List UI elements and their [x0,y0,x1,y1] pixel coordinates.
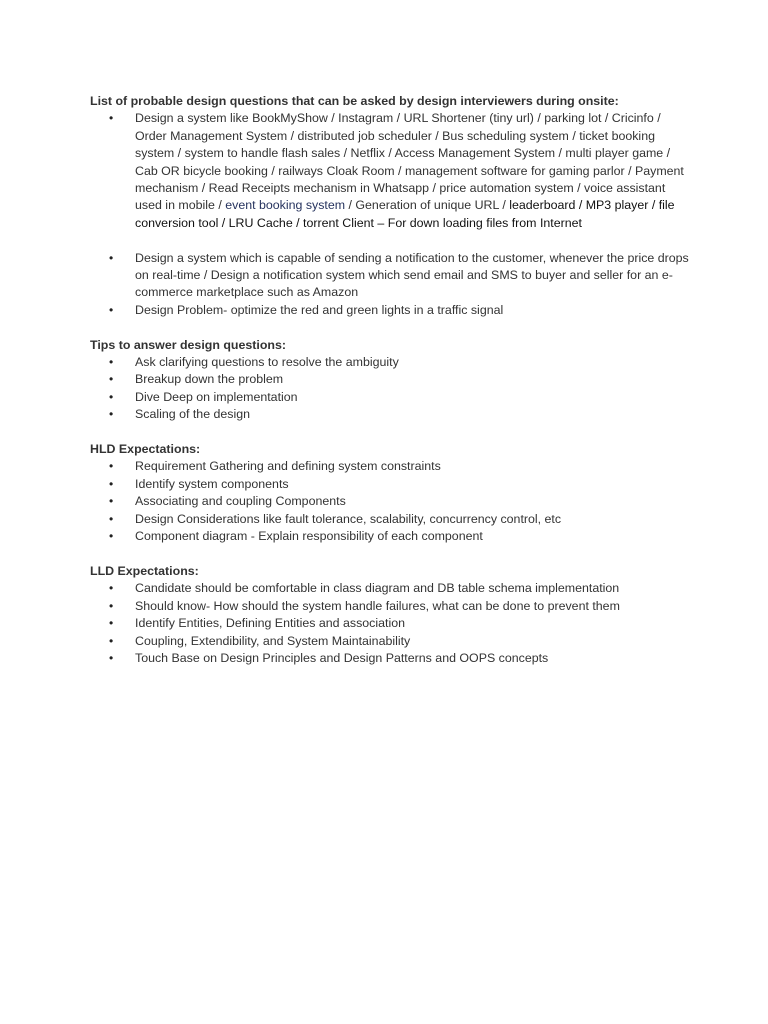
bullet-icon: • [109,650,114,665]
list-item [90,389,690,406]
list-item [90,406,690,423]
bullet-icon: • [109,250,114,265]
question-text: Design a system like BookMyShow / Instagram / URL Shortener (tiny url) / parking lot / Cricinfo / Order Management System / distributed job scheduler / Bus scheduling system / ticket booking system / system to handle flash sales / Netflix / Access Management System / multi player game / Cab OR bicycle booking / railways Cloak Room / management software for gaming parlor / Payment mechanism / Read Receipts mechanism in Whatsapp / price automation system / voice assistant used in mobile / [135,111,684,213]
bullet-icon: • [109,529,114,544]
question-text: Design Problem- optimize the red and green lights in a traffic signal [135,302,504,317]
hld-section [90,441,690,545]
question-text: Design a system which is capable of sending a notification to the customer, whenever the price drops on real-time / Design a notification system which send email and SMS to buyer and seller for an e-commerce marketplace such as Amazon [135,250,689,300]
question-text: leaderboard / MP3 player / file conversion tool / LRU Cache / torrent Client – For down loading files from Internet [135,198,675,230]
bullet-icon: • [109,372,114,387]
list-item [90,650,690,667]
list-item [90,598,690,615]
lld-text: Touch Base on Design Principles and Design Patterns and OOPS concepts [135,650,549,665]
lld-text: Identify Entities, Defining Entities and association [135,616,405,631]
questions-heading: List of probable design questions that can be asked by design interviewers during onsite: [90,94,619,108]
bullet-icon: • [109,476,114,491]
list-spacer [90,232,690,249]
lld-section [90,563,690,667]
lld-heading: LLD Expectations: [90,563,199,578]
lld-text: Coupling, Extendibility, and System Maintainability [135,633,411,648]
list-item [90,580,690,597]
document-body [90,93,690,685]
tip-text: Ask clarifying questions to resolve the ambiguity [135,355,399,370]
question-text: / Generation of unique URL / [345,198,510,213]
bullet-icon: • [109,355,114,370]
bullet-icon: • [109,389,114,404]
bullet-icon: • [109,598,114,613]
bullet-icon: • [109,511,114,526]
question-link-text: event booking system [225,198,346,213]
bullet-icon: • [109,494,114,509]
bullet-icon: • [109,616,114,631]
list-item [90,511,690,528]
list-item [90,302,690,319]
bullet-icon: • [109,111,114,126]
hld-text: Identify system components [135,476,289,491]
lld-text: Should know- How should the system handle failures, what can be done to prevent them [135,598,620,613]
lld-text: Candidate should be comfortable in class diagram and DB table schema implementation [135,581,620,596]
bullet-icon: • [109,581,114,596]
tips-list [90,354,690,424]
hld-heading: HLD Expectations: [90,442,201,457]
bullet-icon: • [109,302,114,317]
hld-text: Associating and coupling Components [135,494,346,509]
hld-text: Design Considerations like fault tolerance, scalability, concurrency control, etc [135,511,562,526]
lld-list [90,580,690,667]
list-item [90,110,690,232]
hld-text: Requirement Gathering and defining system constraints [135,459,441,474]
tip-text: Dive Deep on implementation [135,389,298,404]
tip-text: Scaling of the design [135,407,251,422]
list-item [90,493,690,510]
questions-section [90,93,690,319]
tip-text: Breakup down the problem [135,372,284,387]
list-item [90,476,690,493]
hld-list [90,458,690,545]
tips-section [90,337,690,424]
tips-heading: Tips to answer design questions: [90,337,286,352]
list-item [90,528,690,545]
list-item [90,354,690,371]
list-item [90,615,690,632]
list-item [90,633,690,650]
questions-list [90,110,690,319]
bullet-icon: • [109,407,114,422]
list-item [90,250,690,302]
list-item [90,458,690,475]
bullet-icon: • [109,459,114,474]
bullet-icon: • [109,633,114,648]
list-item [90,371,690,388]
hld-text: Component diagram - Explain responsibility of each component [135,529,483,544]
